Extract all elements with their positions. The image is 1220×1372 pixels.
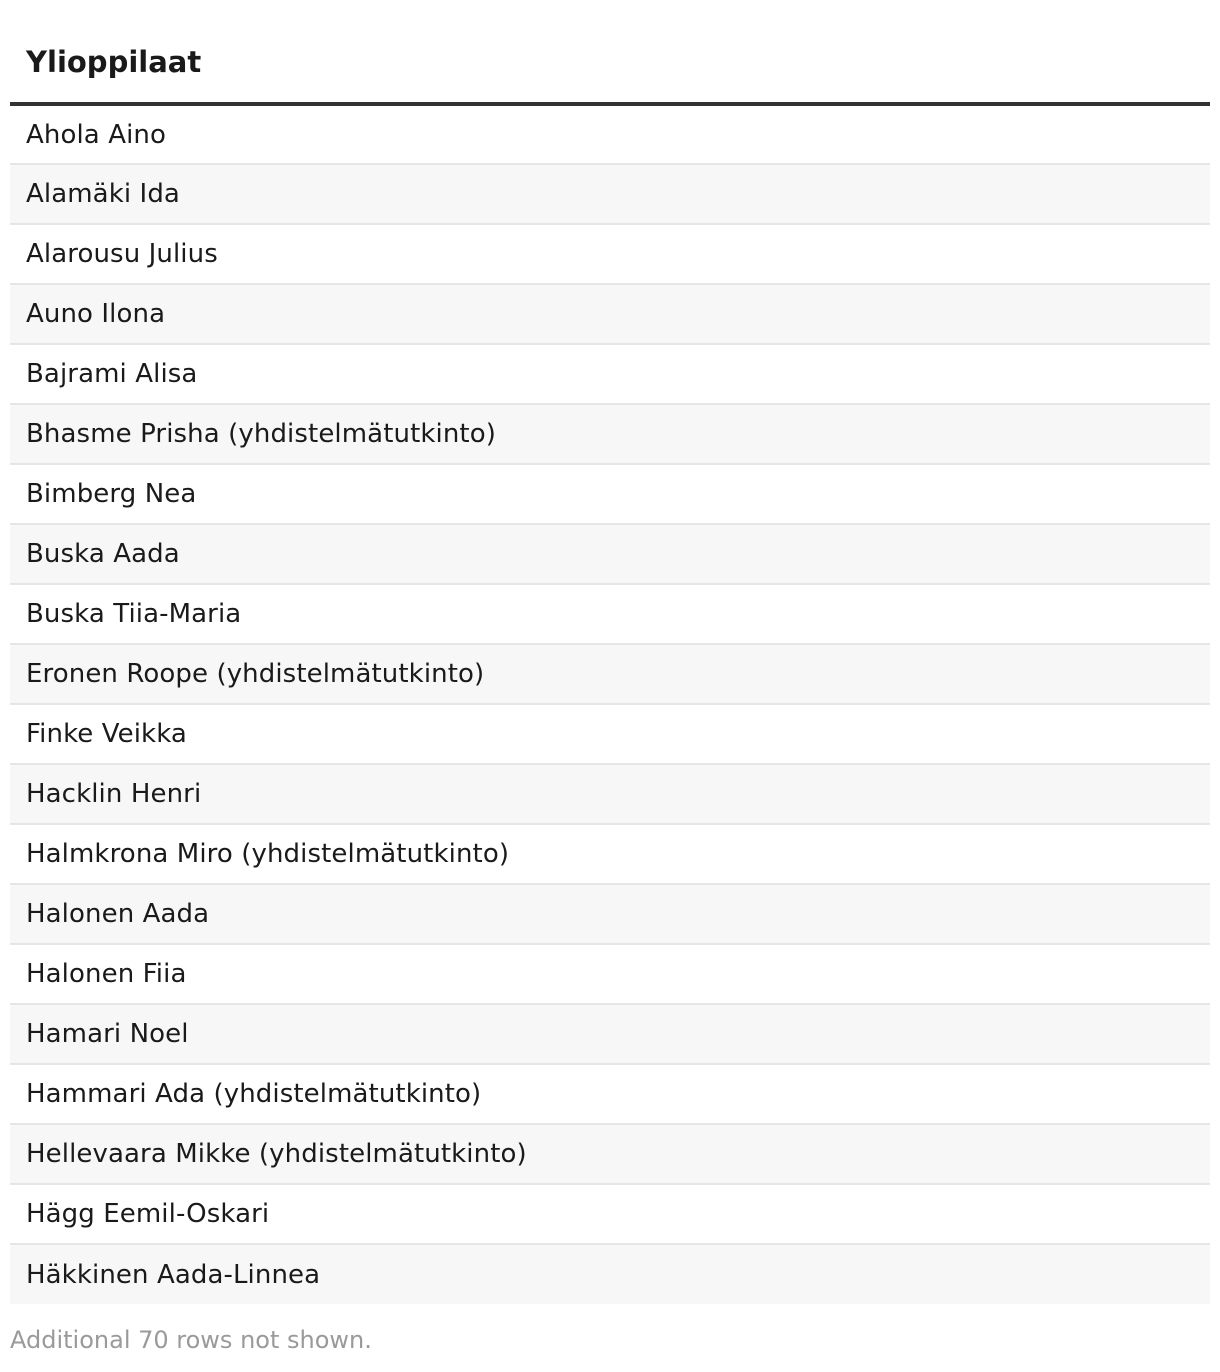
table-row <box>10 644 1210 704</box>
table-row <box>10 824 1210 884</box>
table-row <box>10 944 1210 1004</box>
student-name-cell: Buska Aada <box>10 524 1210 584</box>
student-name-cell: Alamäki Ida <box>10 164 1210 224</box>
student-name-cell: Hägg Eemil-Oskari <box>10 1184 1210 1244</box>
table-row <box>10 584 1210 644</box>
student-name-cell: Hammari Ada (yhdistelmätutkinto) <box>10 1064 1210 1124</box>
table-row <box>10 524 1210 584</box>
student-name-cell: Hacklin Henri <box>10 764 1210 824</box>
table-row <box>10 1064 1210 1124</box>
table-row <box>10 464 1210 524</box>
table-row <box>10 1004 1210 1064</box>
table-row <box>10 1244 1210 1304</box>
table-row <box>10 284 1210 344</box>
student-name-cell: Bajrami Alisa <box>10 344 1210 404</box>
table-header-row <box>10 0 1210 104</box>
student-name-cell: Halonen Fiia <box>10 944 1210 1004</box>
table-row <box>10 1184 1210 1244</box>
table-row <box>10 224 1210 284</box>
student-name-cell: Bhasme Prisha (yhdistelmätutkinto) <box>10 404 1210 464</box>
student-name-cell: Halmkrona Miro (yhdistelmätutkinto) <box>10 824 1210 884</box>
students-table <box>10 0 1210 1304</box>
column-header-ylioppilaat: Ylioppilaat <box>10 0 1210 104</box>
table-row <box>10 104 1210 164</box>
student-name-cell: Alarousu Julius <box>10 224 1210 284</box>
table-row <box>10 404 1210 464</box>
table-row <box>10 164 1210 224</box>
student-name-cell: Ahola Aino <box>10 104 1210 164</box>
student-name-cell: Bimberg Nea <box>10 464 1210 524</box>
student-name-cell: Hellevaara Mikke (yhdistelmätutkinto) <box>10 1124 1210 1184</box>
student-name-cell: Eronen Roope (yhdistelmätutkinto) <box>10 644 1210 704</box>
student-name-cell: Hamari Noel <box>10 1004 1210 1064</box>
student-name-cell: Finke Veikka <box>10 704 1210 764</box>
students-table-container <box>10 0 1210 1354</box>
table-row <box>10 704 1210 764</box>
table-row <box>10 884 1210 944</box>
student-name-cell: Halonen Aada <box>10 884 1210 944</box>
table-row <box>10 764 1210 824</box>
table-row <box>10 344 1210 404</box>
student-name-cell: Häkkinen Aada-Linnea <box>10 1244 1210 1304</box>
student-name-cell: Buska Tiia-Maria <box>10 584 1210 644</box>
student-name-cell: Auno Ilona <box>10 284 1210 344</box>
rows-not-shown-note: Additional 70 rows not shown. <box>10 1326 372 1354</box>
table-row <box>10 1124 1210 1184</box>
